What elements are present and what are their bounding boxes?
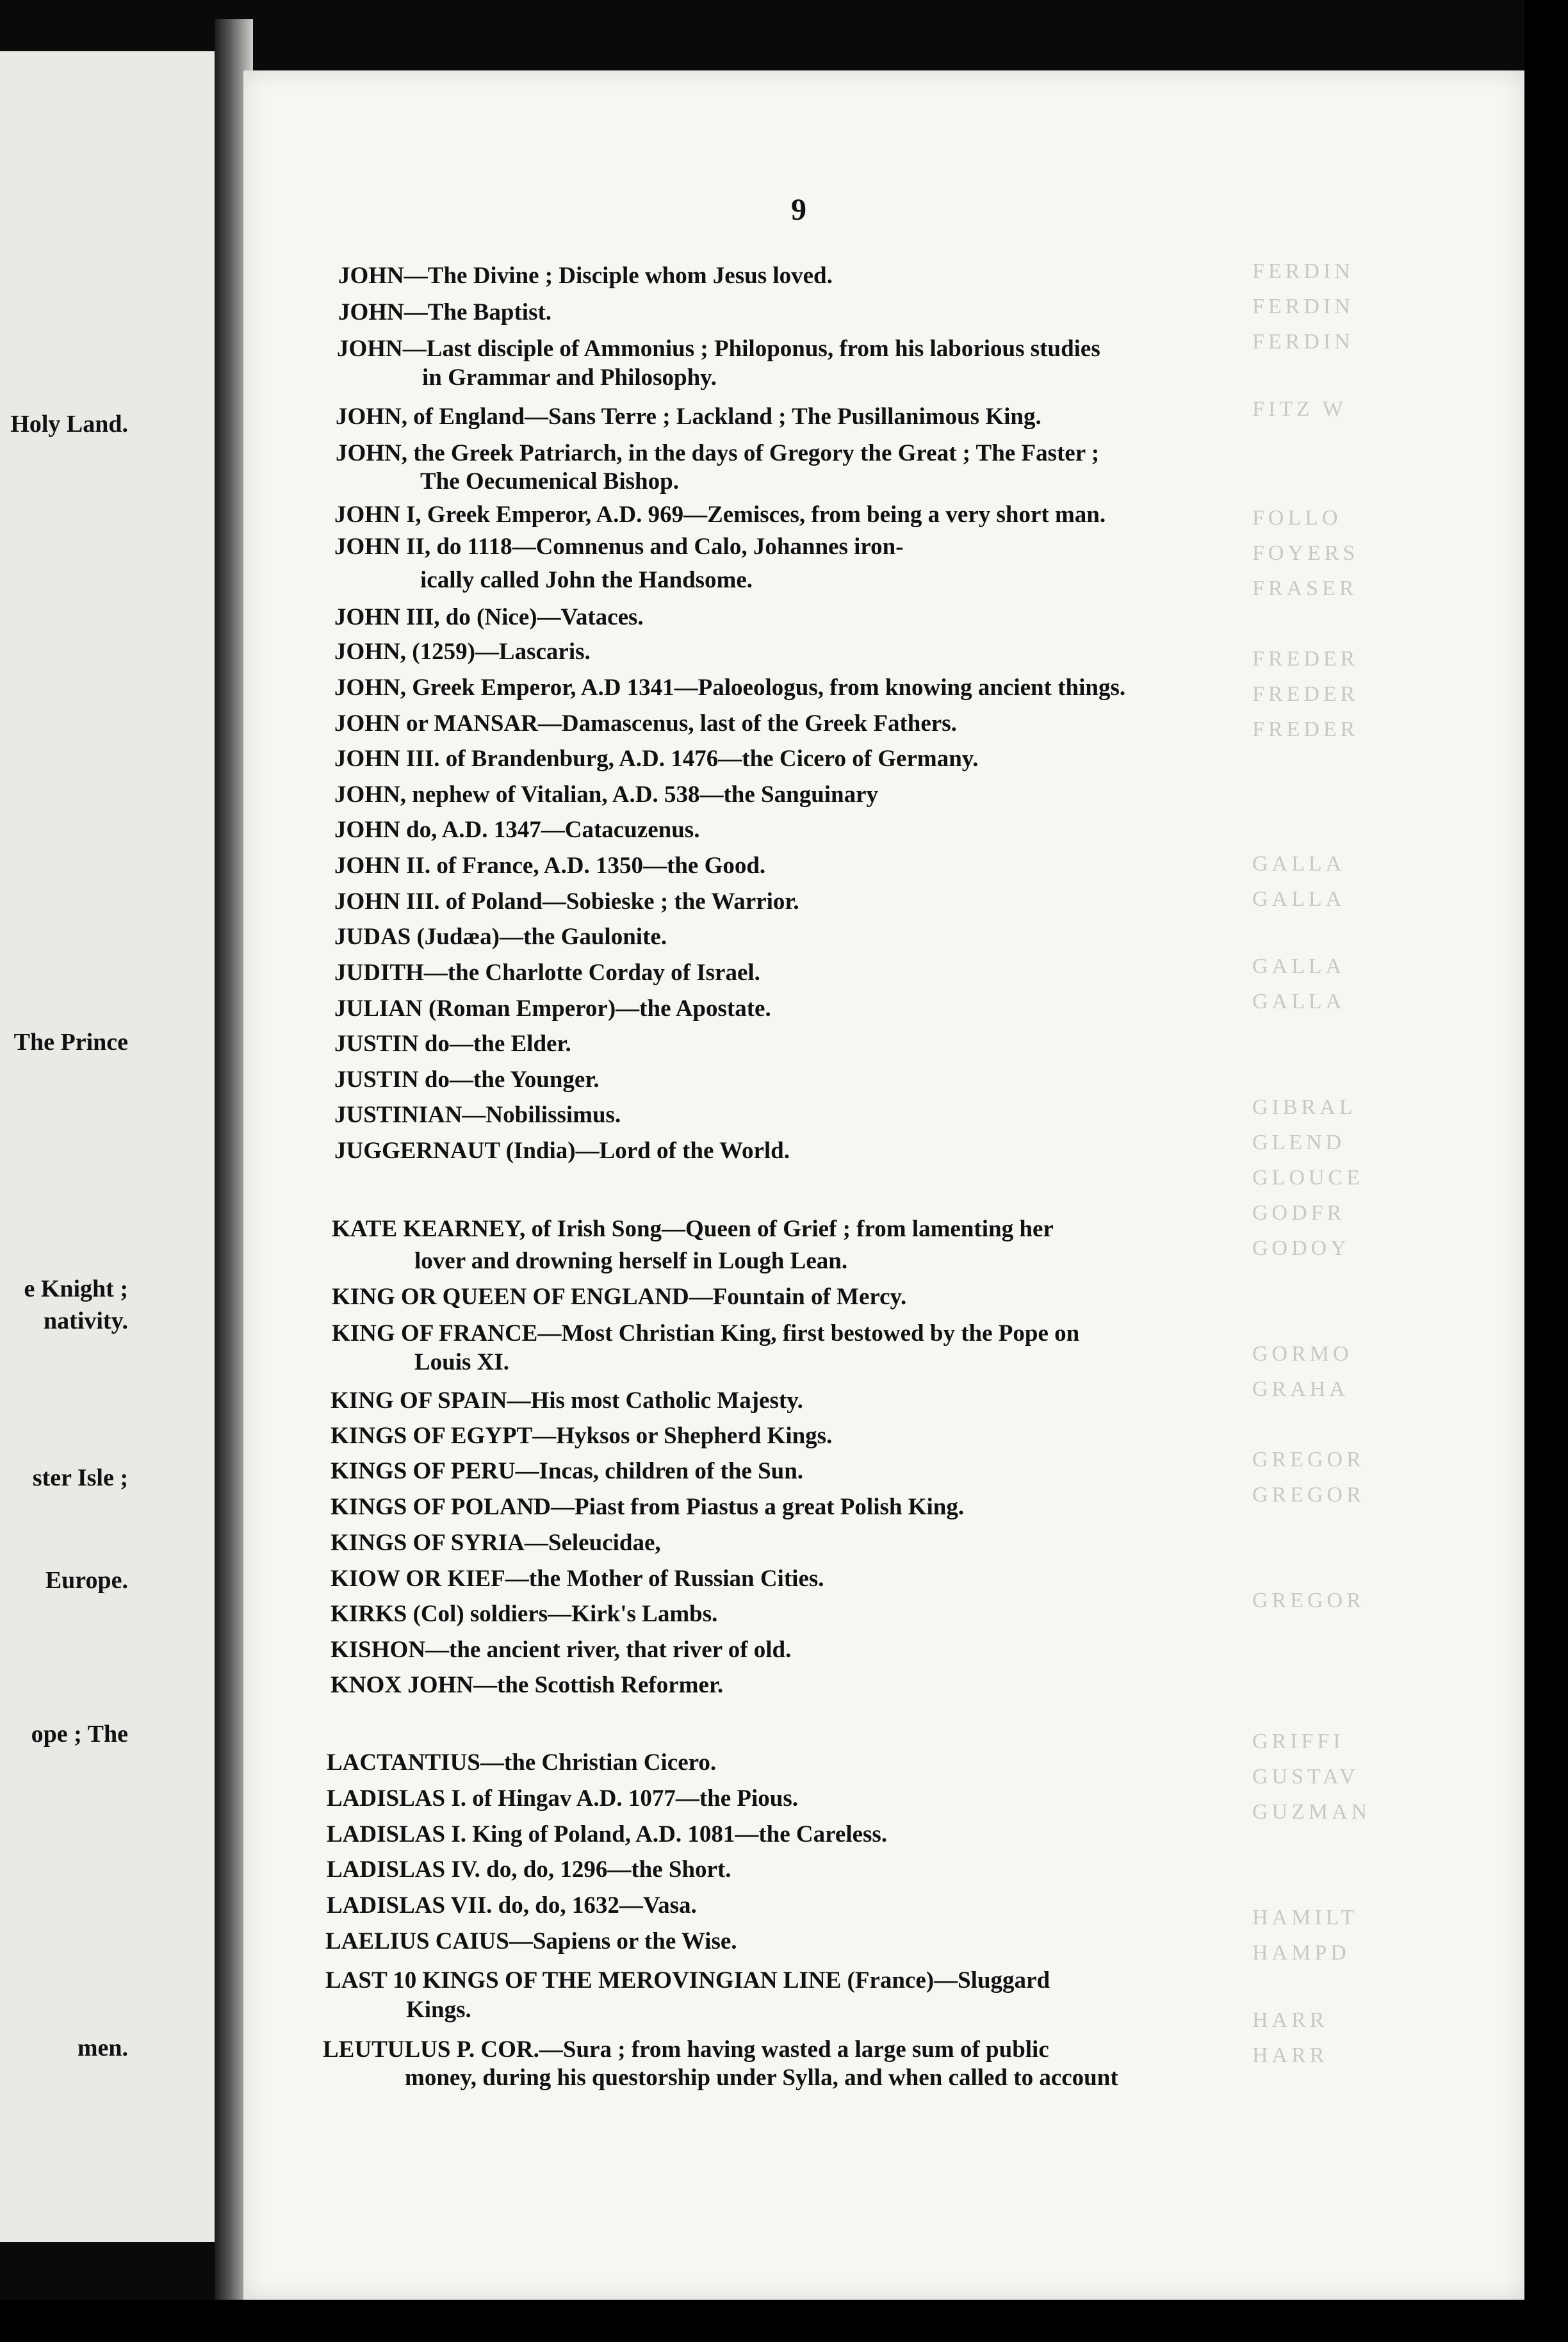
ghost-text: FREDER: [1252, 682, 1359, 706]
entry-line: JOHN II, do 1118—Comnenus and Calo, Johannes iron-: [334, 534, 904, 560]
entry-line: LADISLAS VII. do, do, 1632—Vasa.: [327, 1892, 697, 1919]
ghost-text: GUZMAN: [1252, 1800, 1371, 1824]
ghost-text: FERDIN: [1252, 295, 1354, 318]
entry-line: KNOX JOHN—the Scottish Reformer.: [331, 1672, 724, 1698]
entry-line: JOHN—The Divine ; Disciple whom Jesus loved.: [338, 263, 833, 289]
ghost-text: FRASER: [1252, 577, 1358, 600]
left-page-fragment: men.: [77, 2035, 128, 2061]
ghost-text: FREDER: [1252, 647, 1359, 671]
entry-continuation: Kings.: [406, 1997, 471, 2023]
entry-line: LEUTULUS P. COR.—Sura ; from having wasted a large sum of public: [323, 2036, 1049, 2063]
entry-line: LADISLAS I. of Hingav A.D. 1077—the Pious.: [327, 1785, 799, 1812]
ghost-text: FOYERS: [1252, 541, 1359, 565]
ghost-text: GALLA: [1252, 954, 1346, 978]
ghost-text: GLOUCE: [1252, 1166, 1364, 1190]
entry-line: JULIAN (Roman Emperor)—the Apostate.: [334, 995, 771, 1022]
left-page-fragment: e Knight ;: [24, 1275, 128, 1302]
ghost-text: FERDIN: [1252, 259, 1354, 283]
left-page: [0, 51, 224, 2242]
ghost-text: GRAHA: [1252, 1377, 1349, 1401]
entry-continuation: lover and drowning herself in Lough Lean.: [414, 1248, 848, 1274]
entry-line: JUSTIN do—the Elder.: [334, 1031, 571, 1057]
ghost-text: GREGOR: [1252, 1483, 1365, 1507]
ghost-text: HARR: [1252, 2008, 1328, 2032]
entry-line: LADISLAS I. King of Poland, A.D. 1081—the Careless.: [327, 1821, 888, 1847]
entry-line: LAST 10 KINGS OF THE MEROVINGIAN LINE (France)—Sluggard: [325, 1967, 1050, 1994]
ghost-text: GORMO: [1252, 1342, 1353, 1366]
entry-line: JOHN III, do (Nice)—Vataces.: [334, 604, 644, 630]
entry-line: JOHN do, A.D. 1347—Catacuzenus.: [334, 817, 700, 843]
entry-line: JOHN III. of Poland—Sobieske ; the Warrior.: [334, 888, 799, 915]
entry-continuation: money, during his questorship under Sylla, and when called to account: [405, 2065, 1118, 2091]
entry-line: KIRKS (Col) soldiers—Kirk's Lambs.: [331, 1601, 718, 1627]
page-number: 9: [791, 193, 806, 227]
entry-line: JOHN III. of Brandenburg, A.D. 1476—the Cicero of Germany.: [334, 746, 979, 772]
entry-line: KINGS OF PERU—Incas, children of the Sun.: [331, 1458, 804, 1484]
ghost-text: GIBRAL: [1252, 1095, 1357, 1119]
ghost-text: FITZ W: [1252, 397, 1347, 421]
entry-line: JOHN, Greek Emperor, A.D 1341—Paloeologus, from knowing ancient things.: [334, 675, 1126, 701]
ghost-text: GALLA: [1252, 887, 1346, 911]
entry-line: KATE KEARNEY, of Irish Song—Queen of Grief ; from lamenting her: [332, 1216, 1054, 1242]
entry-line: LAELIUS CAIUS—Sapiens or the Wise.: [325, 1928, 737, 1954]
scan-border-right: [1524, 0, 1568, 2342]
ghost-text: GREGOR: [1252, 1589, 1365, 1612]
entry-continuation: Louis XI.: [414, 1349, 510, 1375]
ghost-text: HARR: [1252, 2043, 1328, 2067]
entry-line: JUDITH—the Charlotte Corday of Israel.: [334, 960, 760, 986]
entry-line: JOHN, of England—Sans Terre ; Lackland ; The Pusillanimous King.: [336, 404, 1041, 430]
entry-line: KINGS OF EGYPT—Hyksos or Shepherd Kings.: [331, 1423, 833, 1449]
ghost-text: FREDER: [1252, 717, 1359, 741]
entry-line: JOHN—The Baptist.: [338, 299, 552, 325]
scan-border-bottom: [0, 2300, 1568, 2342]
entry-line: KINGS OF SYRIA—Seleucidae,: [331, 1530, 661, 1556]
entry-line: JOHN, nephew of Vitalian, A.D. 538—the Sanguinary: [334, 782, 879, 808]
entry-line: LADISLAS IV. do, do, 1296—the Short.: [327, 1856, 731, 1883]
entry-line: LACTANTIUS—the Christian Cicero.: [327, 1749, 717, 1776]
left-page-fragment: The Prince: [13, 1029, 128, 1056]
entry-line: KING OF SPAIN—His most Catholic Majesty.: [331, 1388, 803, 1414]
entry-continuation: in Grammar and Philosophy.: [422, 364, 717, 391]
entry-line: KING OR QUEEN OF ENGLAND—Fountain of Mercy.: [332, 1284, 907, 1310]
left-page-fragment: Holy Land.: [10, 411, 128, 438]
entry-line: JUSTINIAN—Nobilissimus.: [334, 1102, 621, 1128]
ghost-text: GODFR: [1252, 1201, 1346, 1225]
entry-line: KINGS OF POLAND—Piast from Piastus a great Polish King.: [331, 1494, 965, 1520]
entry-continuation: The Oecumenical Bishop.: [420, 468, 679, 495]
ghost-text: GREGOR: [1252, 1448, 1365, 1471]
entry-line: KIOW OR KIEF—the Mother of Russian Cities.: [331, 1566, 824, 1592]
entry-continuation: ically called John the Handsome.: [420, 567, 753, 593]
entry-line: JOHN, (1259)—Lascaris.: [334, 639, 591, 665]
ghost-text: HAMPD: [1252, 1941, 1350, 1965]
entry-line: JOHN or MANSAR—Damascenus, last of the Greek Fathers.: [334, 710, 957, 737]
entry-line: JOHN, the Greek Patriarch, in the days of Gregory the Great ; The Faster ;: [336, 440, 1100, 466]
ghost-text: FERDIN: [1252, 330, 1354, 354]
ghost-text: GALLA: [1252, 990, 1346, 1013]
ghost-text: GUSTAV: [1252, 1765, 1359, 1789]
ghost-text: GRIFFI: [1252, 1730, 1344, 1753]
entry-line: JOHN I, Greek Emperor, A.D. 969—Zemisces, from being a very short man.: [334, 502, 1106, 528]
ghost-text: GALLA: [1252, 852, 1346, 876]
left-page-fragment: Europe.: [45, 1567, 128, 1594]
entry-line: JOHN—Last disciple of Ammonius ; Philoponus, from his laborious studies: [337, 336, 1100, 362]
left-page-fragment: nativity.: [44, 1307, 128, 1334]
entry-line: JUSTIN do—the Younger.: [334, 1067, 600, 1093]
left-page-fragment: ster Isle ;: [32, 1464, 128, 1491]
ghost-text: HAMILT: [1252, 1906, 1359, 1929]
ghost-text: GODOY: [1252, 1236, 1350, 1260]
entry-line: JUGGERNAUT (India)—Lord of the World.: [334, 1138, 790, 1164]
ghost-text: FOLLO: [1252, 506, 1342, 530]
entry-line: KING OF FRANCE—Most Christian King, first bestowed by the Pope on: [332, 1320, 1080, 1347]
entry-line: KISHON—the ancient river, that river of old.: [331, 1637, 792, 1663]
entry-line: JOHN II. of France, A.D. 1350—the Good.: [334, 853, 766, 879]
ghost-text: GLEND: [1252, 1131, 1346, 1154]
left-page-fragment: ope ; The: [31, 1721, 128, 1748]
entry-line: JUDAS (Judæa)—the Gaulonite.: [334, 924, 667, 950]
